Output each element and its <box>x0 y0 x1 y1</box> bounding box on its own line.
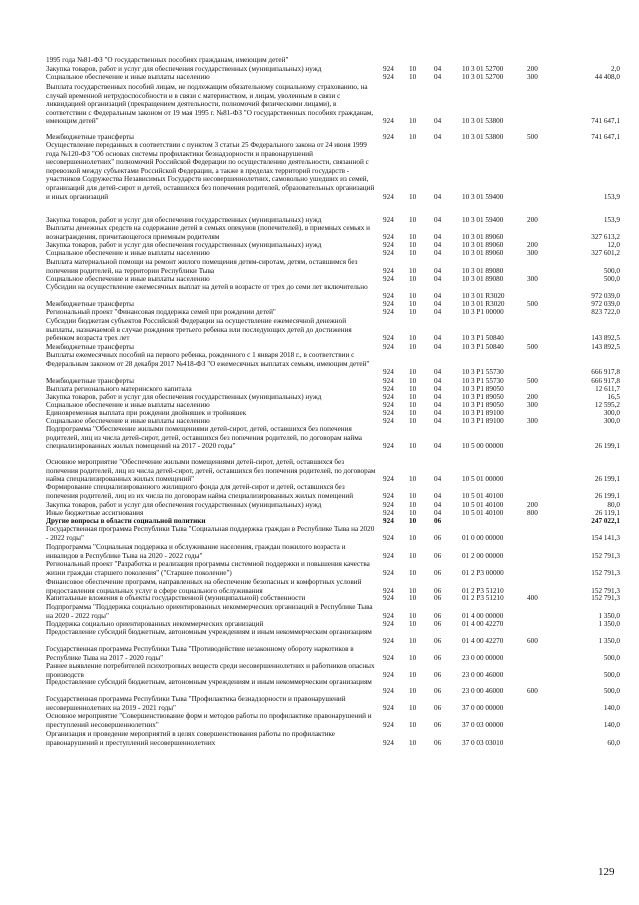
row-rz: 10 <box>409 594 417 602</box>
row-pr: 04 <box>434 216 442 224</box>
row-grbs: 924 <box>383 192 394 201</box>
row-description: Закупка товаров, работ и услуг для обеспечения государственных (муниципальных) нужд <box>46 241 322 249</box>
row-grbs: 924 <box>383 611 394 620</box>
row-csr: 10 3 P1 89050 <box>462 401 504 409</box>
row-vr: 200 <box>527 501 538 509</box>
row-grbs: 924 <box>383 266 394 275</box>
row-csr: 10 3 P1 89050 <box>462 393 504 401</box>
row-pr: 06 <box>434 738 442 747</box>
row-amount: 44 408,0 <box>594 73 620 81</box>
row-pr: 04 <box>434 249 442 257</box>
row-csr: 10 3 P1 00000 <box>462 308 504 316</box>
row-rz: 10 <box>409 568 417 577</box>
row-grbs: 924 <box>383 738 394 747</box>
row-pr: 04 <box>434 475 442 484</box>
row-amount: 152 791,3 <box>591 568 620 577</box>
row-description: Подпрограмма "Социальная поддержка и обслуживание населения, граждан пожилого возраста и инвалидов в Республике Тыва на 2020 - 2022 годы" <box>46 543 346 560</box>
row-rz: 10 <box>409 308 417 316</box>
row-grbs: 924 <box>383 491 394 500</box>
row-description: Финансовое обеспечение программ, направленных на обеспечение безопасных и комфортных условий предоставления социальных услуг в сфере социального обслуживания <box>46 578 362 595</box>
row-amount: 666 917,8 <box>591 377 620 385</box>
row-amount: 500,0 <box>603 670 620 679</box>
row-csr: 10 3 01 53800 <box>462 133 504 141</box>
row-amount: 143 892,5 <box>591 343 620 351</box>
row-amount: 972 039,0 <box>591 300 620 308</box>
row-vr: 600 <box>527 686 538 695</box>
row-rz: 10 <box>409 343 417 351</box>
row-description: Выплата регионального материнского капитала <box>46 385 192 393</box>
row-pr: 06 <box>434 611 442 620</box>
row-grbs: 924 <box>383 232 394 241</box>
row-csr: 37 0 03 03010 <box>462 738 504 747</box>
row-description: Межбюджетные трансферты <box>46 300 134 308</box>
row-amount: 140,0 <box>603 703 620 712</box>
row-amount: 500,0 <box>603 686 620 695</box>
row-rz: 10 <box>409 249 417 257</box>
row-grbs: 924 <box>383 291 394 300</box>
row-grbs: 924 <box>383 300 394 308</box>
row-csr: 10 3 P1 55730 <box>462 377 504 385</box>
row-description: Государственная программа Республики Тыва "Профилактика безнадзорности и правонарушений несовершеннолетних на 2019 - 2021 годы" <box>46 695 346 712</box>
row-amount: 154 141,3 <box>591 533 620 542</box>
row-csr: 10 3 01 89080 <box>462 266 504 275</box>
row-amount: 152 791,3 <box>591 594 620 602</box>
row-csr: 01 2 00 00000 <box>462 551 504 560</box>
row-vr: 300 <box>527 73 538 81</box>
row-csr: 37 0 03 00000 <box>462 720 504 729</box>
row-amount: 16,5 <box>607 393 620 401</box>
row-pr: 04 <box>434 501 442 509</box>
row-csr: 10 5 00 00000 <box>462 442 504 451</box>
row-pr: 06 <box>434 620 442 628</box>
row-amount: 741 647,1 <box>591 133 620 141</box>
row-description: Основное мероприятие "Обеспечение жилыми помещениями детей-сирот, детей, оставшихся без попечения родителей, лиц из числа детей-сирот, детей, оставшихся без попечения родителей, по договорам найма специализированных жилых помещений" <box>46 458 376 484</box>
row-description: Закупка товаров, работ и услуг для обеспечения государственных (муниципальных) нужд <box>46 501 322 509</box>
row-rz: 10 <box>409 216 417 224</box>
row-rz: 10 <box>409 442 417 451</box>
row-grbs: 924 <box>383 401 394 409</box>
row-amount: 327 613,2 <box>591 232 620 241</box>
row-grbs: 924 <box>383 73 394 81</box>
row-rz: 10 <box>409 266 417 275</box>
row-amount: 972 039,0 <box>591 291 620 300</box>
row-pr: 04 <box>434 509 442 517</box>
row-rz: 10 <box>409 517 417 525</box>
row-grbs: 924 <box>383 117 394 126</box>
row-pr: 06 <box>434 551 442 560</box>
row-amount: 2,0 <box>611 65 620 73</box>
row-pr: 04 <box>434 334 442 343</box>
row-grbs: 924 <box>383 275 394 283</box>
row-rz: 10 <box>409 620 417 628</box>
row-description: Капитальные вложения в объекты государственной (муниципальной) собственности <box>46 594 306 602</box>
row-pr: 06 <box>434 517 442 525</box>
row-csr: 10 3 P1 89100 <box>462 409 504 417</box>
row-grbs: 924 <box>383 568 394 577</box>
row-grbs: 924 <box>383 249 394 257</box>
row-grbs: 924 <box>383 308 394 316</box>
row-rz: 10 <box>409 65 417 73</box>
row-pr: 04 <box>434 308 442 316</box>
row-grbs: 924 <box>383 409 394 417</box>
row-amount: 741 647,1 <box>591 117 620 126</box>
row-grbs: 924 <box>383 509 394 517</box>
row-description: Иные бюджетные ассигнования <box>46 509 144 517</box>
row-pr: 04 <box>434 232 442 241</box>
row-amount: 140,0 <box>603 720 620 729</box>
row-csr: 01 0 00 00000 <box>462 533 504 542</box>
row-pr: 04 <box>434 401 442 409</box>
row-description: Социальное обеспечение и иные выплаты населению <box>46 73 210 81</box>
row-vr: 300 <box>527 417 538 425</box>
row-pr: 06 <box>434 720 442 729</box>
row-amount: 300,0 <box>603 417 620 425</box>
row-description: Формирование специализированного жилищного фонда для детей-сирот и детей, оставшихся без попечения родителей, лиц из их числа по договорам найма специализированных жилых помещений <box>46 483 354 500</box>
row-description: Выплаты денежных средств на содержание детей в семьях опекунов (попечителей), в приемных семьях и вознаграждения, причитающегося приемным родителям <box>46 224 370 241</box>
row-csr: 10 3 P1 55730 <box>462 368 504 377</box>
row-csr: 10 3 01 89060 <box>462 232 504 241</box>
row-rz: 10 <box>409 73 417 81</box>
row-amount: 26 119,1 <box>595 509 620 517</box>
row-rz: 10 <box>409 368 417 377</box>
row-csr: 01 2 P3 00000 <box>462 568 504 577</box>
row-amount: 60,0 <box>607 738 620 747</box>
row-csr: 23 0 00 46000 <box>462 686 504 695</box>
row-amount: 500,0 <box>603 653 620 662</box>
row-csr: 10 3 01 52700 <box>462 65 504 73</box>
row-vr: 200 <box>527 241 538 249</box>
row-description: Региональный проект "Финансовая поддержка семей при рождении детей" <box>46 308 276 316</box>
row-description: Предоставление субсидий бюджетным, автономным учреждениям и иным некоммерческим организациям <box>46 678 372 686</box>
page-number: 129 <box>598 866 615 878</box>
row-grbs: 924 <box>383 517 394 525</box>
row-rz: 10 <box>409 385 417 393</box>
row-vr: 200 <box>527 65 538 73</box>
row-vr: 800 <box>527 509 538 517</box>
row-amount: 500,0 <box>603 266 620 275</box>
row-csr: 23 0 00 46000 <box>462 670 504 679</box>
row-amount: 152 791,3 <box>591 586 620 595</box>
row-rz: 10 <box>409 192 417 201</box>
row-description: Поддержка социально ориентированных некоммерческих организаций <box>46 620 264 628</box>
row-rz: 10 <box>409 117 417 126</box>
row-rz: 10 <box>409 501 417 509</box>
row-amount: 12,0 <box>607 241 620 249</box>
row-csr: 10 3 P1 89050 <box>462 385 504 393</box>
row-description: Региональный проект "Разработка и реализация программы системной поддержки и повышения качества жизни граждан старшего поколения" ("Старшее поколение") <box>46 560 370 577</box>
row-amount: 12 611,7 <box>595 385 620 393</box>
row-description: Осуществление переданных в соответствии с пунктом 3 статьи 25 Федерального закона от 24 июня 1999 года №120-ФЗ "Об основах системы профилактики безнадзорности и правонарушений несовершеннолетних" полномочий Российской Федерации по осуществлению деятельности, связанной с перевозкой между субъектами Российской Федерации, а также в пределах территорий государств - участников Содружества Независимых Государств несовершеннолетних, самовольно ушедших из семей, организаций для детей-сирот и детей, оставшихся без попечения родителей, образовательных организаций и иных организаций <box>46 141 375 201</box>
row-grbs: 924 <box>383 533 394 542</box>
row-rz: 10 <box>409 738 417 747</box>
row-rz: 10 <box>409 133 417 141</box>
row-csr: 10 3 01 R3020 <box>462 291 505 300</box>
row-csr: 37 0 00 00000 <box>462 703 504 712</box>
row-csr: 10 3 01 89060 <box>462 249 504 257</box>
row-amount: 823 722,0 <box>591 308 620 316</box>
row-csr: 23 0 00 00000 <box>462 653 504 662</box>
row-rz: 10 <box>409 275 417 283</box>
row-csr: 10 3 01 R3020 <box>462 300 505 308</box>
row-description: Субсидии на осуществление ежемесячных выплат на детей в возрасте от трех до семи лет включительно <box>46 283 368 291</box>
row-vr: 500 <box>527 133 538 141</box>
row-amount: 153,9 <box>603 216 620 224</box>
row-csr: 10 3 P1 50840 <box>462 343 504 351</box>
row-description: Выплата материальной помощи на ремонт жилого помещения детям-сиротам, детям, оставшимся без попечения родителей, на территории Республики Тыва <box>46 258 358 275</box>
row-rz: 10 <box>409 533 417 542</box>
row-pr: 04 <box>434 393 442 401</box>
row-pr: 04 <box>434 275 442 283</box>
row-csr: 10 3 P1 50840 <box>462 334 504 343</box>
row-grbs: 924 <box>383 686 394 695</box>
row-description: Социальное обеспечение и иные выплаты населению <box>46 249 210 257</box>
row-pr: 04 <box>434 65 442 73</box>
row-description: Межбюджетные трансферты <box>46 377 134 385</box>
row-grbs: 924 <box>383 586 394 595</box>
row-pr: 04 <box>434 241 442 249</box>
row-grbs: 924 <box>383 417 394 425</box>
row-grbs: 924 <box>383 334 394 343</box>
row-pr: 06 <box>434 670 442 679</box>
row-vr: 300 <box>527 275 538 283</box>
row-description: Межбюджетные трансферты <box>46 343 134 351</box>
row-csr: 10 5 01 40100 <box>462 501 504 509</box>
row-grbs: 924 <box>383 653 394 662</box>
row-rz: 10 <box>409 509 417 517</box>
row-rz: 10 <box>409 670 417 679</box>
row-description: Выплаты ежемесячных пособий на первого ребенка, рожденного с 1 января 2018 г., в соответствии с Федеральным законом от 28 декабря 2017 №418-ФЗ "О ежемесячных выплатах семьям, имеющим детей" <box>46 351 370 368</box>
row-csr: 01 2 P3 51210 <box>462 594 504 602</box>
row-pr: 04 <box>434 133 442 141</box>
row-csr: 10 3 01 89080 <box>462 275 504 283</box>
row-rz: 10 <box>409 393 417 401</box>
row-csr: 10 5 01 00000 <box>462 475 504 484</box>
row-amount: 26 199,1 <box>594 491 620 500</box>
row-rz: 10 <box>409 653 417 662</box>
row-vr: 200 <box>527 216 538 224</box>
row-grbs: 924 <box>383 703 394 712</box>
row-description: Предоставление субсидий бюджетным, автономным учреждениям и иным некоммерческим организациям <box>46 628 372 636</box>
row-pr: 04 <box>434 417 442 425</box>
row-grbs: 924 <box>383 377 394 385</box>
row-rz: 10 <box>409 409 417 417</box>
row-vr: 500 <box>527 377 538 385</box>
row-pr: 06 <box>434 703 442 712</box>
row-grbs: 924 <box>383 551 394 560</box>
row-amount: 153,9 <box>603 192 620 201</box>
row-vr: 500 <box>527 343 538 351</box>
row-amount: 1 350,0 <box>598 636 620 645</box>
row-csr: 10 5 01 40100 <box>462 509 504 517</box>
row-vr: 400 <box>527 594 538 602</box>
row-description: 1995 года №81-ФЗ "О государственных пособиях гражданам, имеющим детей" <box>46 56 289 64</box>
row-rz: 10 <box>409 232 417 241</box>
row-rz: 10 <box>409 417 417 425</box>
row-vr: 300 <box>527 401 538 409</box>
row-csr: 10 3 01 89060 <box>462 241 504 249</box>
row-pr: 06 <box>434 568 442 577</box>
row-description: Социальное обеспечение и иные выплаты населению <box>46 417 210 425</box>
row-rz: 10 <box>409 720 417 729</box>
row-pr: 04 <box>434 117 442 126</box>
row-grbs: 924 <box>383 636 394 645</box>
row-pr: 06 <box>434 586 442 595</box>
row-pr: 04 <box>434 377 442 385</box>
row-description: Закупка товаров, работ и услуг для обеспечения государственных (муниципальных) нужд <box>46 65 322 73</box>
row-pr: 04 <box>434 343 442 351</box>
row-description: Межбюджетные трансферты <box>46 133 134 141</box>
row-grbs: 924 <box>383 620 394 628</box>
row-pr: 06 <box>434 686 442 695</box>
row-amount: 152 791,3 <box>591 551 620 560</box>
row-description: Закупка товаров, работ и услуг для обеспечения государственных (муниципальных) нужд <box>46 216 322 224</box>
row-grbs: 924 <box>383 501 394 509</box>
row-amount: 26 199,1 <box>594 475 620 484</box>
row-grbs: 924 <box>383 368 394 377</box>
row-description: Раннее выявление потребителей психотропных веществ среди несовершеннолетних и работников опасных производств <box>46 662 375 679</box>
row-grbs: 924 <box>383 133 394 141</box>
row-csr: 01 2 P3 51210 <box>462 586 504 595</box>
row-pr: 04 <box>434 368 442 377</box>
row-amount: 327 601,2 <box>591 249 620 257</box>
row-amount: 300,0 <box>603 409 620 417</box>
row-amount: 80,0 <box>607 501 620 509</box>
row-description: Другие вопросы в области социальной политики <box>46 517 206 525</box>
row-rz: 10 <box>409 686 417 695</box>
row-pr: 06 <box>434 636 442 645</box>
row-rz: 10 <box>409 703 417 712</box>
row-pr: 04 <box>434 491 442 500</box>
row-pr: 04 <box>434 291 442 300</box>
row-grbs: 924 <box>383 594 394 602</box>
row-grbs: 924 <box>383 393 394 401</box>
row-pr: 04 <box>434 73 442 81</box>
row-pr: 06 <box>434 533 442 542</box>
row-csr: 10 5 01 40100 <box>462 491 504 500</box>
row-amount: 500,0 <box>603 275 620 283</box>
row-grbs: 924 <box>383 720 394 729</box>
row-amount: 143 892,5 <box>591 334 620 343</box>
row-csr: 10 3 01 59400 <box>462 216 504 224</box>
row-rz: 10 <box>409 475 417 484</box>
row-amount: 666 917,8 <box>591 368 620 377</box>
row-pr: 04 <box>434 192 442 201</box>
row-csr: 01 4 00 42270 <box>462 636 504 645</box>
row-grbs: 924 <box>383 343 394 351</box>
row-amount: 12 595,2 <box>594 401 620 409</box>
row-vr: 600 <box>527 636 538 645</box>
row-rz: 10 <box>409 377 417 385</box>
row-pr: 06 <box>434 653 442 662</box>
row-grbs: 924 <box>383 385 394 393</box>
row-vr: 500 <box>527 300 538 308</box>
row-grbs: 924 <box>383 475 394 484</box>
row-pr: 04 <box>434 385 442 393</box>
row-grbs: 924 <box>383 670 394 679</box>
row-description: Закупка товаров, работ и услуг для обеспечения государственных (муниципальных) нужд <box>46 393 322 401</box>
row-description: Социальное обеспечение и иные выплаты населению <box>46 275 210 283</box>
row-rz: 10 <box>409 551 417 560</box>
row-csr: 10 3 01 53800 <box>462 117 504 126</box>
row-csr: 01 4 00 42270 <box>462 620 504 628</box>
row-amount: 247 022,1 <box>591 517 620 525</box>
row-description: Подпрограмма "Обеспечение жилыми помещениями детей-сирот, детей, оставшихся без попечения родителей, лиц из числа детей-сирот, детей, оставшихся без попечения родителей, по договорам найма специализированных жилых помещений на 2017 - 2020 годы" <box>46 425 362 451</box>
row-description: Подпрограмма "Поддержка социально ориентированных некоммерческих организаций в Республике Тыва на 2020 - 2022 годы" <box>46 603 373 620</box>
row-grbs: 924 <box>383 65 394 73</box>
row-csr: 10 3 01 52700 <box>462 73 504 81</box>
row-amount: 26 199,1 <box>594 442 620 451</box>
row-pr: 04 <box>434 409 442 417</box>
row-grbs: 924 <box>383 442 394 451</box>
row-description: Организация и проведение мероприятий в целях совершенствования работы по профилактике правонарушений и преступлений несовершеннолетних <box>46 730 335 747</box>
row-pr: 04 <box>434 300 442 308</box>
row-rz: 10 <box>409 291 417 300</box>
row-rz: 10 <box>409 241 417 249</box>
row-csr: 10 3 P1 89100 <box>462 417 504 425</box>
row-rz: 10 <box>409 401 417 409</box>
row-description: Государственная программа Республики Тыва "Социальная поддержка граждан в Республике Тыва на 2020 - 2022 годы" <box>46 525 375 542</box>
row-grbs: 924 <box>383 216 394 224</box>
row-pr: 04 <box>434 266 442 275</box>
row-amount: 1 350,0 <box>598 620 620 628</box>
row-pr: 04 <box>434 442 442 451</box>
row-description: Единовременная выплата при рождении двойняшек и тройняшек <box>46 409 247 417</box>
row-pr: 06 <box>434 594 442 602</box>
row-csr: 01 4 00 00000 <box>462 611 504 620</box>
row-description: Субсидии бюджетам субъектов Российской Федерации на осуществление ежемесячной денежной выплаты, назначаемой в случае рождения третьего ребенка или последующих детей до достижения ребенком возраста трех лет <box>46 317 352 343</box>
row-csr: 10 3 01 59400 <box>462 192 504 201</box>
row-description: Государственная программа Республики Тыва "Противодействие незаконному обороту наркотиков в Республике Тыва на 2017 - 2020 годы" <box>46 645 354 662</box>
row-amount: 1 350,0 <box>598 611 620 620</box>
row-rz: 10 <box>409 586 417 595</box>
row-description: Выплата государственных пособий лицам, не подлежащим обязательному социальному страхованию, на случай временной нетрудоспособности и в связи с материнством, и лицам, уволенным в связи с ликвидацией организаций (прекращением деятельности, полномочий физическими лицами), в соответствии с Федеральным законом от 19 мая 1995 г. №81-ФЗ "О государственных пособиях гражданам, имеющим детей" <box>46 83 374 126</box>
row-rz: 10 <box>409 636 417 645</box>
row-vr: 300 <box>527 249 538 257</box>
row-rz: 10 <box>409 334 417 343</box>
row-vr: 200 <box>527 393 538 401</box>
row-rz: 10 <box>409 300 417 308</box>
row-rz: 10 <box>409 611 417 620</box>
row-rz: 10 <box>409 491 417 500</box>
row-grbs: 924 <box>383 241 394 249</box>
row-description: Социальное обеспечение и иные выплаты населению <box>46 401 210 409</box>
row-description: Основное мероприятие "Совершенствование форм и методов работы по профилактике правонарушений и преступлений несовершеннолетних" <box>46 712 372 729</box>
